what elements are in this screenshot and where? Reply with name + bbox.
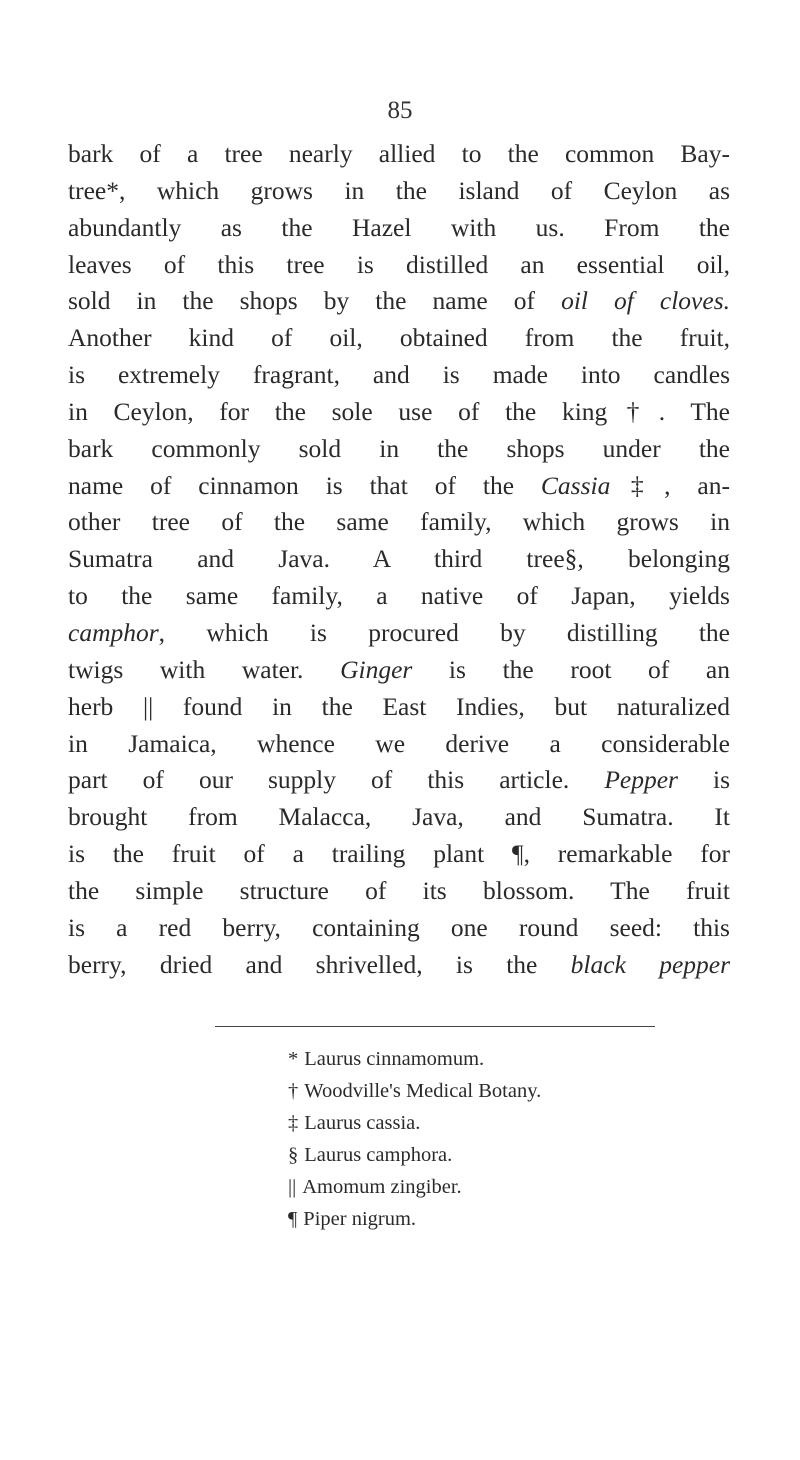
- text-segment: name of cinnamon is that of the: [68, 470, 541, 500]
- footnote-text: Laurus cinnamomum.: [304, 1048, 485, 1070]
- text-segment: Sumatra and Java. A third tree§, belonging: [68, 544, 730, 574]
- text-segment: abundantly as the Hazel with us. From the: [68, 212, 730, 242]
- footnotes: [288, 1043, 708, 1235]
- text-line: [68, 468, 730, 505]
- text-line: [68, 357, 730, 394]
- footnote: [288, 1107, 708, 1139]
- footnote-text: Woodville's Medical Botany.: [304, 1080, 542, 1102]
- footnote-text: Piper nigrum.: [303, 1208, 417, 1230]
- text-line: [68, 210, 730, 247]
- text-line: [68, 173, 730, 210]
- footnote-mark: *: [288, 1048, 299, 1070]
- text-line: [68, 504, 730, 541]
- text-segment: is: [677, 765, 730, 795]
- text-segment: the simple structure of its blossom. The fruit: [68, 875, 730, 905]
- text-segment: is a red berry, containing one round seed: this: [68, 912, 730, 942]
- text-segment: ‡, an-: [610, 470, 730, 500]
- footnote: [288, 1171, 708, 1203]
- footnote: [288, 1075, 708, 1107]
- body-text: [68, 136, 730, 983]
- text-line: [68, 873, 730, 910]
- footnote: [288, 1139, 708, 1171]
- text-line: [68, 615, 730, 652]
- text-line: [68, 247, 730, 284]
- italic-term: Ginger: [340, 654, 413, 684]
- text-line: [68, 578, 730, 615]
- text-line: [68, 910, 730, 947]
- text-segment: leaves of this tree is distilled an essential oil,: [68, 249, 730, 279]
- italic-term: Pepper: [604, 765, 678, 795]
- footnote-text: Laurus camphora.: [304, 1144, 453, 1166]
- text-segment: is the root of an: [412, 654, 730, 684]
- italic-term: camphor: [68, 617, 159, 647]
- text-line: [68, 652, 730, 689]
- italic-term: black pepper: [570, 949, 731, 979]
- text-line: [68, 541, 730, 578]
- text-line: [68, 689, 730, 726]
- text-segment: brought from Malacca, Java, and Sumatra. It: [68, 802, 730, 832]
- footnote-text: Laurus cassia.: [304, 1112, 421, 1134]
- text-segment: other tree of the same family, which grows in: [68, 507, 730, 537]
- footnote-mark: §: [288, 1144, 299, 1166]
- text-line: [68, 136, 730, 173]
- text-segment: tree*, which grows in the island of Ceylon as: [68, 175, 730, 205]
- footnote: [288, 1043, 708, 1075]
- text-segment: is extremely fragrant, and is made into candles: [68, 360, 730, 390]
- text-segment: in Jamaica, whence we derive a considerable: [68, 728, 730, 758]
- footnote-mark: †: [288, 1080, 299, 1102]
- text-segment: sold in the shops by the name of: [68, 286, 562, 316]
- text-line: [68, 762, 730, 799]
- text-line: [68, 836, 730, 873]
- footnote: [288, 1203, 708, 1235]
- text-segment: Another kind of oil, obtained from the fruit,: [68, 323, 730, 353]
- text-segment: in Ceylon, for the sole use of the king†. The: [68, 396, 730, 426]
- text-segment: , which is procured by distilling the: [158, 617, 730, 647]
- text-segment: is the fruit of a trailing plant ¶, remarkable for: [68, 839, 730, 869]
- text-segment: to the same family, a native of Japan, yields: [68, 581, 730, 611]
- footnote-divider: [215, 1026, 655, 1027]
- text-line: [68, 320, 730, 357]
- text-segment: bark of a tree nearly allied to the common Bay-: [68, 139, 730, 168]
- text-segment: part of our supply of this article.: [68, 765, 605, 795]
- text-segment: herb || found in the East Indies, but naturalized: [68, 691, 730, 721]
- page-number: 85: [387, 97, 413, 124]
- footnote-mark: ‡: [288, 1112, 299, 1134]
- italic-term: oil of cloves.: [561, 286, 730, 316]
- text-line: [68, 799, 730, 836]
- footnote-mark: ¶: [288, 1208, 298, 1230]
- text-segment: twigs with water.: [68, 654, 341, 684]
- footnote-text: Amomum zingiber.: [302, 1176, 462, 1198]
- text-line: [68, 431, 730, 468]
- text-line: [68, 947, 730, 984]
- text-line: [68, 283, 730, 320]
- footnote-mark: ||: [288, 1176, 297, 1198]
- text-segment: berry, dried and shrivelled, is the: [68, 949, 571, 979]
- text-segment: bark commonly sold in the shops under the: [68, 433, 730, 463]
- italic-term: Cassia: [540, 470, 611, 500]
- text-line: [68, 394, 730, 431]
- text-line: [68, 726, 730, 763]
